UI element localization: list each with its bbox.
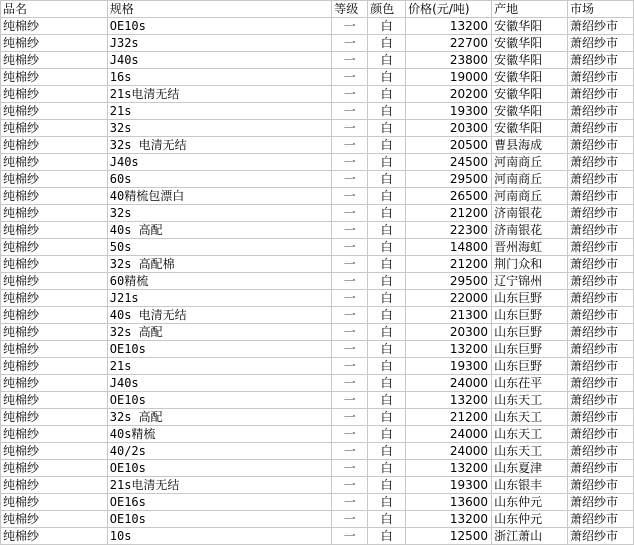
cell-name[interactable]: 纯棉纱 [1, 222, 108, 239]
cell-color[interactable]: 白 [368, 171, 406, 188]
cell-grade[interactable]: 一 [332, 443, 368, 460]
cell-color[interactable]: 白 [368, 358, 406, 375]
cell-price[interactable]: 20300 [406, 120, 492, 137]
cell-market[interactable]: 萧绍纱市 [567, 86, 633, 103]
cell-name[interactable]: 纯棉纱 [1, 392, 108, 409]
cell-color[interactable]: 白 [368, 69, 406, 86]
cell-market[interactable]: 萧绍纱市 [567, 222, 633, 239]
cell-color[interactable]: 白 [368, 256, 406, 273]
cell-color[interactable]: 白 [368, 324, 406, 341]
cell-color[interactable]: 白 [368, 341, 406, 358]
table-row [1, 69, 634, 86]
cell-spec[interactable]: 21s [107, 358, 331, 375]
table-row [1, 443, 634, 460]
cell-name[interactable]: 纯棉纱 [1, 426, 108, 443]
cell-price[interactable]: 20500 [406, 137, 492, 154]
cell-origin[interactable]: 济南银花 [492, 205, 568, 222]
cell-name[interactable]: 纯棉纱 [1, 528, 108, 545]
cell-spec[interactable]: J40s [107, 375, 331, 392]
cell-name[interactable]: 纯棉纱 [1, 341, 108, 358]
table-row [1, 477, 634, 494]
cell-price[interactable]: 24000 [406, 443, 492, 460]
cell-origin[interactable]: 山东夏津 [492, 460, 568, 477]
cell-spec[interactable]: OE10s [107, 511, 331, 528]
table-row [1, 137, 634, 154]
cell-color[interactable]: 白 [368, 307, 406, 324]
cell-grade[interactable]: 一 [332, 239, 368, 256]
table-row [1, 426, 634, 443]
table-row [1, 18, 634, 35]
table-row [1, 511, 634, 528]
cell-name[interactable]: 纯棉纱 [1, 375, 108, 392]
cell-origin[interactable]: 辽宁锦州 [492, 273, 568, 290]
cell-spec[interactable]: OE10s [107, 460, 331, 477]
cell-color[interactable]: 白 [368, 443, 406, 460]
cell-price[interactable]: 19300 [406, 358, 492, 375]
cell-color[interactable]: 白 [368, 103, 406, 120]
table-row [1, 171, 634, 188]
cell-origin[interactable]: 安徽华阳 [492, 103, 568, 120]
cell-origin[interactable]: 山东天工 [492, 392, 568, 409]
table-row [1, 392, 634, 409]
cell-color[interactable]: 白 [368, 239, 406, 256]
cell-price[interactable]: 19300 [406, 103, 492, 120]
cell-color[interactable]: 白 [368, 154, 406, 171]
cell-grade[interactable]: 一 [332, 120, 368, 137]
cell-name[interactable]: 纯棉纱 [1, 154, 108, 171]
cell-spec[interactable]: J21s [107, 290, 331, 307]
cell-origin[interactable]: 山东银丰 [492, 477, 568, 494]
table-row [1, 273, 634, 290]
table-row [1, 154, 634, 171]
cell-market[interactable]: 萧绍纱市 [567, 341, 633, 358]
cell-origin[interactable]: 山东茌平 [492, 375, 568, 392]
cell-name[interactable]: 纯棉纱 [1, 35, 108, 52]
cell-spec[interactable]: OE10s [107, 341, 331, 358]
cell-grade[interactable]: 一 [332, 477, 368, 494]
cell-market[interactable]: 萧绍纱市 [567, 324, 633, 341]
cell-market[interactable]: 萧绍纱市 [567, 18, 633, 35]
cell-name[interactable]: 纯棉纱 [1, 290, 108, 307]
cell-color[interactable]: 白 [368, 477, 406, 494]
cell-spec[interactable]: J32s [107, 35, 331, 52]
header-cell-origin[interactable]: 产地 [492, 1, 568, 18]
cell-market[interactable]: 萧绍纱市 [567, 511, 633, 528]
cell-market[interactable]: 萧绍纱市 [567, 171, 633, 188]
cell-origin[interactable]: 山东巨野 [492, 358, 568, 375]
cell-grade[interactable]: 一 [332, 375, 368, 392]
cell-price[interactable]: 19300 [406, 477, 492, 494]
cell-spec[interactable]: 10s [107, 528, 331, 545]
header-cell-spec[interactable]: 规格 [107, 1, 331, 18]
cell-grade[interactable]: 一 [332, 341, 368, 358]
cell-market[interactable]: 萧绍纱市 [567, 154, 633, 171]
cell-price[interactable]: 29500 [406, 171, 492, 188]
cell-color[interactable]: 白 [368, 426, 406, 443]
cell-origin[interactable]: 山东仲元 [492, 511, 568, 528]
header-cell-market[interactable]: 市场 [567, 1, 633, 18]
cell-spec[interactable]: 40s 高配 [107, 222, 331, 239]
cell-name[interactable]: 纯棉纱 [1, 188, 108, 205]
header-cell-name[interactable]: 品名 [1, 1, 108, 18]
cell-market[interactable]: 萧绍纱市 [567, 443, 633, 460]
cell-grade[interactable]: 一 [332, 409, 368, 426]
cell-grade[interactable]: 一 [332, 358, 368, 375]
cell-color[interactable]: 白 [368, 528, 406, 545]
cell-grade[interactable]: 一 [332, 137, 368, 154]
cell-color[interactable]: 白 [368, 86, 406, 103]
cell-spec[interactable]: J40s [107, 52, 331, 69]
cell-spec[interactable]: 32s 电清无结 [107, 137, 331, 154]
cell-market[interactable]: 萧绍纱市 [567, 273, 633, 290]
table-row [1, 528, 634, 545]
cell-market[interactable]: 萧绍纱市 [567, 494, 633, 511]
cell-name[interactable]: 纯棉纱 [1, 358, 108, 375]
cell-color[interactable]: 白 [368, 35, 406, 52]
cell-spec[interactable]: 21s电清无结 [107, 477, 331, 494]
cell-color[interactable]: 白 [368, 511, 406, 528]
cell-name[interactable]: 纯棉纱 [1, 273, 108, 290]
cell-name[interactable]: 纯棉纱 [1, 18, 108, 35]
cell-market[interactable]: 萧绍纱市 [567, 477, 633, 494]
cell-price[interactable]: 21300 [406, 307, 492, 324]
cell-grade[interactable]: 一 [332, 528, 368, 545]
table-row [1, 52, 634, 69]
cell-origin[interactable]: 浙江萧山 [492, 528, 568, 545]
cell-price[interactable]: 13600 [406, 494, 492, 511]
cell-origin[interactable]: 山东巨野 [492, 307, 568, 324]
cell-market[interactable]: 萧绍纱市 [567, 35, 633, 52]
cell-price[interactable]: 14800 [406, 239, 492, 256]
cell-price[interactable]: 26500 [406, 188, 492, 205]
cell-color[interactable]: 白 [368, 273, 406, 290]
cell-origin[interactable]: 河南商丘 [492, 154, 568, 171]
cell-spec[interactable]: 32s [107, 205, 331, 222]
cell-spec[interactable]: 32s 高配 [107, 324, 331, 341]
cell-grade[interactable]: 一 [332, 35, 368, 52]
cell-grade[interactable]: 一 [332, 18, 368, 35]
cell-grade[interactable]: 一 [332, 256, 368, 273]
cell-name[interactable]: 纯棉纱 [1, 171, 108, 188]
cell-origin[interactable]: 荆门众和 [492, 256, 568, 273]
cell-name[interactable]: 纯棉纱 [1, 205, 108, 222]
cell-grade[interactable]: 一 [332, 222, 368, 239]
cell-grade[interactable]: 一 [332, 103, 368, 120]
cell-color[interactable]: 白 [368, 494, 406, 511]
table-row [1, 324, 634, 341]
cell-origin[interactable]: 安徽华阳 [492, 120, 568, 137]
cell-market[interactable]: 萧绍纱市 [567, 239, 633, 256]
cell-price[interactable]: 24500 [406, 154, 492, 171]
cell-market[interactable]: 萧绍纱市 [567, 52, 633, 69]
cell-origin[interactable]: 山东巨野 [492, 324, 568, 341]
cell-market[interactable]: 萧绍纱市 [567, 120, 633, 137]
cell-name[interactable]: 纯棉纱 [1, 307, 108, 324]
cell-name[interactable]: 纯棉纱 [1, 103, 108, 120]
cell-spec[interactable]: 40s 电清无结 [107, 307, 331, 324]
cell-name[interactable]: 纯棉纱 [1, 52, 108, 69]
table-row [1, 35, 634, 52]
cell-spec[interactable]: 21s [107, 103, 331, 120]
header-cell-grade[interactable]: 等级 [332, 1, 368, 18]
cell-origin[interactable]: 山东巨野 [492, 290, 568, 307]
cell-color[interactable]: 白 [368, 460, 406, 477]
table-row [1, 188, 634, 205]
table-row [1, 222, 634, 239]
cell-grade[interactable]: 一 [332, 205, 368, 222]
cell-color[interactable]: 白 [368, 222, 406, 239]
cell-name[interactable]: 纯棉纱 [1, 256, 108, 273]
cell-origin[interactable]: 晋州海虹 [492, 239, 568, 256]
table-row [1, 120, 634, 137]
cell-market[interactable]: 萧绍纱市 [567, 290, 633, 307]
cell-grade[interactable]: 一 [332, 188, 368, 205]
cell-color[interactable]: 白 [368, 205, 406, 222]
table-row [1, 409, 634, 426]
cell-origin[interactable]: 山东巨野 [492, 341, 568, 358]
cell-color[interactable]: 白 [368, 290, 406, 307]
cell-name[interactable]: 纯棉纱 [1, 120, 108, 137]
cell-grade[interactable]: 一 [332, 392, 368, 409]
cell-origin[interactable]: 山东天工 [492, 426, 568, 443]
cell-market[interactable]: 萧绍纱市 [567, 392, 633, 409]
cell-color[interactable]: 白 [368, 52, 406, 69]
cell-spec[interactable]: OE16s [107, 494, 331, 511]
cell-grade[interactable]: 一 [332, 273, 368, 290]
cell-spec[interactable]: OE10s [107, 392, 331, 409]
cell-grade[interactable]: 一 [332, 426, 368, 443]
cell-name[interactable]: 纯棉纱 [1, 511, 108, 528]
cell-grade[interactable]: 一 [332, 290, 368, 307]
table-row [1, 494, 634, 511]
cell-color[interactable]: 白 [368, 188, 406, 205]
table-body [1, 18, 634, 545]
cell-color[interactable]: 白 [368, 375, 406, 392]
cell-name[interactable]: 纯棉纱 [1, 69, 108, 86]
cell-spec[interactable]: 60s [107, 171, 331, 188]
cell-spec[interactable]: 16s [107, 69, 331, 86]
cell-price[interactable]: 29500 [406, 273, 492, 290]
cell-color[interactable]: 白 [368, 392, 406, 409]
cell-spec[interactable]: 21s电清无结 [107, 86, 331, 103]
cell-name[interactable]: 纯棉纱 [1, 477, 108, 494]
cell-market[interactable]: 萧绍纱市 [567, 205, 633, 222]
cell-color[interactable]: 白 [368, 137, 406, 154]
cell-origin[interactable]: 山东仲元 [492, 494, 568, 511]
cell-name[interactable]: 纯棉纱 [1, 137, 108, 154]
cell-origin[interactable]: 河南商丘 [492, 171, 568, 188]
cell-spec[interactable]: 32s [107, 120, 331, 137]
header-cell-price[interactable]: 价格(元/吨) [406, 1, 492, 18]
cell-market[interactable]: 萧绍纱市 [567, 528, 633, 545]
cell-price[interactable]: 13200 [406, 460, 492, 477]
cell-origin[interactable]: 曹县海成 [492, 137, 568, 154]
cell-price[interactable]: 13200 [406, 392, 492, 409]
cell-price[interactable]: 22000 [406, 290, 492, 307]
cell-price[interactable]: 24000 [406, 375, 492, 392]
cell-spec[interactable]: 50s [107, 239, 331, 256]
cell-origin[interactable]: 河南商丘 [492, 188, 568, 205]
cell-grade[interactable]: 一 [332, 511, 368, 528]
cell-grade[interactable]: 一 [332, 69, 368, 86]
cell-name[interactable]: 纯棉纱 [1, 494, 108, 511]
cell-color[interactable]: 白 [368, 18, 406, 35]
cell-grade[interactable]: 一 [332, 86, 368, 103]
cell-price[interactable]: 21200 [406, 409, 492, 426]
cell-price[interactable]: 20300 [406, 324, 492, 341]
cell-market[interactable]: 萧绍纱市 [567, 137, 633, 154]
cell-price[interactable]: 23800 [406, 52, 492, 69]
cell-origin[interactable]: 安徽华阳 [492, 35, 568, 52]
cell-grade[interactable]: 一 [332, 324, 368, 341]
cell-grade[interactable]: 一 [332, 307, 368, 324]
cell-origin[interactable]: 山东天工 [492, 443, 568, 460]
table-row [1, 103, 634, 120]
cell-price[interactable]: 13200 [406, 511, 492, 528]
header-row [1, 1, 634, 18]
table-row [1, 256, 634, 273]
cell-origin[interactable]: 安徽华阳 [492, 52, 568, 69]
cell-origin[interactable]: 山东天工 [492, 409, 568, 426]
table-row [1, 239, 634, 256]
cell-spec[interactable]: 60精梳 [107, 273, 331, 290]
cell-name[interactable]: 纯棉纱 [1, 324, 108, 341]
cell-grade[interactable]: 一 [332, 460, 368, 477]
cell-market[interactable]: 萧绍纱市 [567, 69, 633, 86]
cell-spec[interactable]: 40/2s [107, 443, 331, 460]
cell-grade[interactable]: 一 [332, 171, 368, 188]
cell-color[interactable]: 白 [368, 120, 406, 137]
cell-market[interactable]: 萧绍纱市 [567, 103, 633, 120]
cell-price[interactable]: 13200 [406, 18, 492, 35]
cell-price[interactable]: 24000 [406, 426, 492, 443]
cell-name[interactable]: 纯棉纱 [1, 460, 108, 477]
cell-market[interactable]: 萧绍纱市 [567, 358, 633, 375]
table-row [1, 290, 634, 307]
table-row [1, 375, 634, 392]
cell-price[interactable]: 19000 [406, 69, 492, 86]
table-row [1, 460, 634, 477]
cell-market[interactable]: 萧绍纱市 [567, 307, 633, 324]
cell-name[interactable]: 纯棉纱 [1, 239, 108, 256]
cell-spec[interactable]: 32s 高配 [107, 409, 331, 426]
cell-origin[interactable]: 安徽华阳 [492, 18, 568, 35]
cell-origin[interactable]: 济南银花 [492, 222, 568, 239]
cell-market[interactable]: 萧绍纱市 [567, 375, 633, 392]
cell-spec[interactable]: J40s [107, 154, 331, 171]
cell-spec[interactable]: 40s精梳 [107, 426, 331, 443]
table-row [1, 86, 634, 103]
cell-grade[interactable]: 一 [332, 154, 368, 171]
cell-spec[interactable]: 32s 高配棉 [107, 256, 331, 273]
cell-name[interactable]: 纯棉纱 [1, 443, 108, 460]
cell-origin[interactable]: 安徽华阳 [492, 69, 568, 86]
cell-market[interactable]: 萧绍纱市 [567, 426, 633, 443]
cell-color[interactable]: 白 [368, 409, 406, 426]
table-row [1, 358, 634, 375]
cell-origin[interactable]: 安徽华阳 [492, 86, 568, 103]
cell-spec[interactable]: OE10s [107, 18, 331, 35]
cell-market[interactable]: 萧绍纱市 [567, 409, 633, 426]
cell-grade[interactable]: 一 [332, 52, 368, 69]
cell-market[interactable]: 萧绍纱市 [567, 188, 633, 205]
cell-price[interactable]: 21200 [406, 256, 492, 273]
cell-name[interactable]: 纯棉纱 [1, 86, 108, 103]
cell-market[interactable]: 萧绍纱市 [567, 256, 633, 273]
cell-price[interactable]: 22700 [406, 35, 492, 52]
cell-price[interactable]: 20200 [406, 86, 492, 103]
cell-market[interactable]: 萧绍纱市 [567, 460, 633, 477]
table-row [1, 341, 634, 358]
table-row [1, 307, 634, 324]
table-row [1, 205, 634, 222]
cell-spec[interactable]: 40精梳包漂白 [107, 188, 331, 205]
cell-price[interactable]: 22300 [406, 222, 492, 239]
cell-price[interactable]: 13200 [406, 341, 492, 358]
header-cell-color[interactable]: 颜色 [368, 1, 406, 18]
cell-grade[interactable]: 一 [332, 494, 368, 511]
cell-price[interactable]: 21200 [406, 205, 492, 222]
cell-name[interactable]: 纯棉纱 [1, 409, 108, 426]
cell-price[interactable]: 12500 [406, 528, 492, 545]
